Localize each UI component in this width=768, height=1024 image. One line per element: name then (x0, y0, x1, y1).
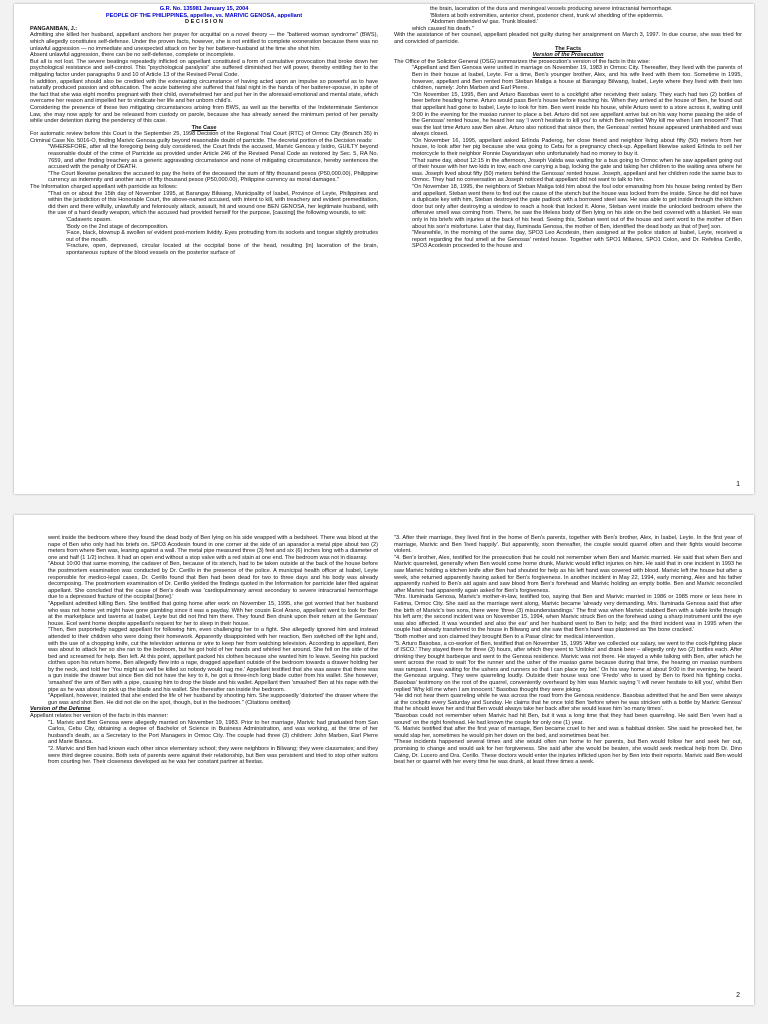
paragraph: With the assistance of her counsel, appellant pleaded not guilty during her arraignment on March 3, 1997. In due course, she was tried for and convicted of parricide. (394, 32, 742, 45)
quote-paragraph: "2. Marivic and Ben had known each other since elementary school; they were neighbors in Bilwang; they were classmates; and they were third degree cousins. Both sets of parents were against their relationship, but Ben was persistent and tried to stop other suitors from courting her. Their closeness developed as he was her constant partner at fiestas. (48, 746, 378, 766)
quote-paragraph: "Basobas could not remember when Marivic had hit Ben, but it was a long time that they had been quarreling. He said Ben 'even had a wound' on the right forehead. He had known the couple for only one (1) year. (394, 713, 742, 726)
quote-paragraph: "4. Ben's brother, Alex, testified for the prosecution that he could not remember when Ben and Marivic married. He said that when Ben and Marivic quarreled, generally when Ben would come home drunk, Marivic would inflict injuries on him. He said that in one incident in 1993 he saw Marivic holding a kitchen knife after Ben had shouted for help as his left hand was covered with blood. Marivic left the house but after a week, she returned apparently having asked for Ben's forgiveness. In another incident in May 22, 1994, early morning, Alex and his father apparently rushed to Ben's aid again and saw blood from Ben's forehead and Marivic holding an empty bottle. Ben and Marivic reconciled after Marivic had apparently again asked for Ben's forgiveness. (394, 554, 742, 594)
facts-heading: The Facts (554, 45, 582, 52)
quote-paragraph: "Mrs. Iluminada Genosa, Marivic's mother-in-law, testified too, saying that Ben and Marivic married in 1986 or 1985 more or less here in Fatima, Ormoc City. She said as the marriage went along, Marivic became 'already very demanding. Mrs. Iluminada Genosa said that after the birth of Marivic's two sons, there were 'three (3) misunderstandings.' The first was when Marivic stabbed Ben with a table knife through his left arm; the second incident was on November 15, 1994, when Marivic struck Ben on the forehead using a sharp instrument until the eye was also affected. It was wounded and also the ear' and her husband went to Ben to help; and the third incident was in 1995 when the couple had already transferred to the house in Bilwang and she saw that Ben's hand was plastered as 'the bone cracked.' (394, 594, 742, 634)
paragraph: Considering the presence of these two mitigating circumstances arising from BWS, as well as the benefits of the Indeterminate Sentence Law, she may now apply for and be released from custody on parole, because she has already served the minimum period of her penalty while under detention during the pendency of this case. (30, 104, 378, 125)
quote-paragraph: "That same day, about 12:15 in the afternoon, Joseph Valida was waiting for a bus going to Ormoc when he saw appellant going out of their house with her two kids in tow, each one carrying a bag, locking the gate and taking her children to the waiting area where he was. Joseph lived about fifty (50) meters behind the Genosas' rented house. Joseph, appellant and her children rode the same bus to Ormoc. They had no conversation as Joseph noticed that appellant did not want to talk to him. (412, 157, 742, 184)
quote-paragraph: "Then, Ben purportedly nagged appellant for following him, even challenging her to a fight. She allegedly ignored him and instead attended to their children who were doing their homework. Apparently disappointed with her reaction, Ben switched off the light and, with the use of a chopping knife, cut the television antenna or wire to keep her from watching television. According to appellant, Ben was about to attack her so she ran to the bedroom, but he got hold of her hands and whirled her around. She fell on the side of the bed and screamed for help. Ben left. At this point, appellant packed his clothes because she wanted him to leave. Seeing his packed clothes upon his return home, Ben allegedly flew into a rage, dragged appellant outside of the bedroom towards a drawer holding her by the neck, and told her 'You might as well be killed so nobody would nag me.' Appellant testified that she was aware that there was a gun inside the drawer but since Ben did not have the key to it, he got a three-inch long blade cutter from his wallet. She however, 'smashed' the arm of Ben with a pipe, causing him to drop the blade and his wallet. Appellant then 'smashed' Ben at his nape with the pipe as he was about to pick up the blade and his wallet. She thereafter ran inside the bedroom. (48, 627, 378, 693)
paragraph: Absent unlawful aggression, there can be no self-defense, complete or incomplete. (30, 52, 235, 59)
paragraph: Admitting she killed her husband, appellant anchors her prayer for acquittal on a novel theory — the "battered woman syndrome" (BWS), which allegedly constitutes self-defense. Under the proven facts, however, she is not entitled to complete exoneration because there was no unlawful aggression — no immediate and unexpected attack on her by her batterer-husband at the time she shot him. (30, 32, 378, 52)
paragraph: Appellant relates her version of the facts in this manner: (30, 713, 169, 720)
quote-paragraph: "On November 15, 1995, Ben and Arturo Basobas went to a cockfight after receiving their salary. They each had two (2) bottles of beer before heading home. Arturo would pass Ben's house before reaching his. When they arrived at the house of Ben, he found out that appellant had gone to Isabel, Leyte to look for him. Ben went inside his house, while Arturo went to a store across it, waiting until 9:00 in the evening for the masiao runner to place a bet. Arturo did not see appellant arrive but on his way home passing the side of the Genosas' rented house, he heard her say 'I won't hesitate to kill you' to which Ben replied 'Why kill me when I am innocent?' That was the last time Arturo saw Ben alive. Arturo also noticed that since then, the Genosas' rented house appeared uninhabited and was always closed. (412, 91, 742, 138)
case-heading: The Case (191, 124, 217, 131)
wound-item: 'Cadaveric spasm. (66, 217, 112, 223)
quote-paragraph: "Both mother and son claimed they brought Ben to a Pasar clinic for medical intervention. (394, 633, 615, 640)
quote-paragraph: "That on or about the 15th day of November 1995, at Barangay Bilwang, Municipality of Isabel, Province of Leyte, Philippines and within the jurisdiction of this Honorable Court, the above-named accused, with intent to kill, with treachery and evident premeditation, did then and there wilfully, unlawfully and feloniously attack, assault, hit and wound one BEN GENOSA, her legitimate husband, with the use of a hard deadly weapon, which the accused had provided herself for the purpose, [causing] the following wounds, to wit: (48, 190, 378, 217)
quote-paragraph: "Meanwhile, in the morning of the same day, SPO3 Leo Acodesin, then assigned at the police station at Isabel, Leyte, received a report regarding the foul smell at the Genosas' rented house. Together with SPO1 Millares, SPO1 Colon, and Dr. Refelina Cerillo, SPO3 Acodesin proceeded to the house and (412, 230, 742, 250)
defense-heading: Version of the Defense (30, 706, 91, 713)
quote-paragraph: "Appellant and Ben Genosa were united in marriage on November 19, 1983 in Ormoc City. Thereafter, they lived with the parents of Ben in their house at Isabel, Leyte. For a time, Ben's younger brother, Alex, and his wife lived with them too. Sometime in 1995, however, appellant and Ben rented from Steban Matiga a house at Barangay Bilwang, Isabel, Leyte where they lived with their two children, namely: John Marben and Earl Pierre. (412, 65, 742, 92)
quote-paragraph: "Appellant, however, insisted that she ended the life of her husband by shooting him. She supposedly 'distorted' the drawer where the gun was and shot Ben. He did not die on the spot, though, but in the bedroom." (Citations omitted) (48, 693, 378, 706)
quote-paragraph: "The Court likewise penalizes the accused to pay the heirs of the deceased the sum of fifty thousand pesos (P50,000.00), Philippine currency as indemnity and another sum of fifty thousand pesos (P50,000.00), Philippine currency as moral damages." (48, 170, 378, 184)
page1-left-column (30, 6, 378, 476)
quote-paragraph: "WHEREFORE, after all the foregoing being duly considered, the Court finds the accused, Marivic Genosa y Isidro, GUILTY beyond reasonable doubt of the crime of Parricide as provided under Article 246 of the Revised Penal Code as restored by Sec. 5, RA No. 7659, and after finding treachery as a generic aggravating circumstance and none of mitigating circumstance, hereby sentences the accused with the penalty of DEATH. (48, 144, 378, 171)
quote-paragraph: went inside the bedroom where they found the dead body of Ben lying on his side wrapped with a bedsheet. There was blood at the nape of Ben who only had his briefs on. SPO3 Acodesin found in one corner at the side of an aparador a metal pipe about two (2) meters from where Ben was, leaning against a wall. The metal pipe measured three (3) feet and six (6) inches long with a diameter of one and half (1 1/2) inches. It had an open end without a stop valve with a red stain at one end. The bedroom was not in disarray. (48, 535, 378, 561)
quote-paragraph: "On November 18, 1995, the neighbors of Steban Matiga told him about the foul odor emanating from his house being rented by Ben and appellant. Steban went there to find out the cause of the stench but the house was locked from the inside. Since he did not have a duplicate key with him, Steban destroyed the gate padlock with a borrowed steel saw. He was able to get inside through the kitchen door but only after destroying a window to reach a hook that locked it. Alone, Steban went inside the unlocked bedroom where the offensive smell was coming from. There, he saw the lifeless body of Ben lying on his side on the bed covered with a blanket. He was only in his briefs with injuries at the back of his head. Seeing this, Steban went out of the house and sent word to the mother of Ben about his son's misfortune. Later that day, Iluminada Genosa, the mother of Ben, identified the dead body as that of [her] son. (412, 184, 742, 230)
decision-heading: D E C I S I O N (185, 19, 223, 26)
ponente: PANGANIBAN, J.: (30, 25, 78, 32)
paragraph: In addition, appellant should also be credited with the extenuating circumstance of having acted upon an impulse so powerful as to have naturally produced passion and obfuscation. The acute battering she suffered that fatal night in the hands of her batterer-spouse, in spite of the fact that she was eight months pregnant with their child, overwhelmed her and put her in the aforesaid emotional and mental state, which overcame her reason and impelled her to vindicate her life and her unborn child's. (30, 78, 378, 105)
quote-paragraph: "About 10:00 that same morning, the cadaver of Ben, because of its stench, had to be taken outside at the back of the house before the postmortem examination was conducted by Dr. Cerillo in the presence of the police. A municipal health officer at Isabel, Leyte responsible for medico-legal cases, Dr. Cerillo found that Ben had been dead for two to three days and his body was already decomposing. The postmortem examination of Dr. Cerillo yielded the findings quoted in the Information for parricide later filed against appellant. She concluded that the cause of Ben's death was 'cardiopulmonary arrest secondary to severe intracranial hemorrhage due to a depressed fracture of the occipital [bone].' (48, 561, 378, 601)
paragraph: The Information charged appellant with parricide as follows: (30, 184, 178, 191)
quote-paragraph: "6. Marivic testified that after the first year of marriage, Ben became cruel to her and was a habitual drinker. She said he provoked her, he would slap her, sometimes he would pin her down on the bed, and sometimes beat her. (394, 726, 742, 739)
wound-item: 'Fracture, open, depressed, circular located at the occipital bone of the head, resulting [in] laceration of the brain, spontaneous rupture of the blood vessels on the posterior surface of (66, 243, 378, 256)
page2-right-column (394, 535, 742, 1005)
document-page-1 (14, 4, 754, 494)
case-number-header: G.R. No. 135981 January 15, 2004 (159, 6, 249, 12)
page1-right-column (394, 6, 742, 476)
document-page-2 (14, 515, 754, 1005)
page-number: 1 (736, 481, 740, 488)
page-number: 2 (736, 992, 740, 999)
wound-item: the brain, laceration of the dura and meningeal vessels producing severe intracranial hemorrhage. (430, 6, 673, 12)
quote-paragraph: "These incidents happened several times and she would often run home to her parents, but Ben would follow her and seek her out, promising to change and would ask for her forgiveness. She said after she would be beaten, she would seek medical help from Dr. Dino Caing, Dr. Lucero and Dra. Cerillo. These doctors would enter the injuries inflicted upon her by Ben into their reports. Marivic said Ben would beat her or quarrel with her every time he was drunk, at least three times a week. (394, 739, 742, 766)
page2-left-column (30, 535, 378, 1005)
wound-item: 'Blisters at both extremities, anterior chest, posterior chest, trunk w/ shedding of the epidermis. (430, 12, 664, 19)
quote-paragraph: "He did not hear them quarreling while he was across the road from the Genosa residence. Basobas admitted that he and Ben were always at the cockpits every Saturday and Sunday. He claims that he once told Ben 'before when he was stricken with a bottle by Marivic Genosa' that he should leave her and that Ben would always take her back after she would leave him 'so many times'. (394, 693, 742, 713)
wound-item: 'Abdomen distended w/ gas. Trunk bloated.' (430, 19, 539, 26)
quote-paragraph: "Appellant admitted killing Ben. She testified that going home after work on November 15, 1995, she got worried that her husband who was not home yet might have gone gambling since it was a payday. With her cousin Ecel Arano, appellant went to look for Ben at the marketplace and taverns at Isabel, Leyte but did not find him there. They found Ben drunk upon their return at the Genosas' house. Ecel went home despite appellant's request for her to sleep in their house. (48, 600, 378, 627)
paragraph: The Office of the Solicitor General (OSG) summarizes the prosecution's version of the facts in this wise: (394, 58, 651, 65)
intro-paragraphs (30, 32, 378, 124)
case-title-header: PEOPLE OF THE PHILIPPINES, appellee, vs. MARIVIC GENOSA, appellant (105, 12, 303, 19)
quote-paragraph: "5. Arturo Basobas, a co-worker of Ben, testified that on November 15, 1995 'After we collected our salary, we went to the cock-fighting place of ISCO.' They stayed there for three (3) hours, after which they went to 'Uniloks' and drank beer – allegedly only two (2) bottles each. After drinking they bought barbeque and went to the Genosa residence. Marivic was not there. He stayed a while talking with Ben, after which he went across the road to wait 'for the runner and the usher of the masiao game because during that time, the hearing on masiao numbers was rampant. I was waiting for the ushers and runners so that I can place my bet.' On his way home at about 9:00 in the evening, he heard the Genosas arguing. They were quarreling loudly. Outside their house was one 'Fredo' who is used by Ben to fixed his fighting cocks. Basobas' testimony on the root of the quarrel, conveniently overheard by him was Marivic saying 'I will never hesitate to kill you', whilst Ben replied 'Why kill me when I am innocent.' Basobas thought they were joking. (394, 640, 742, 693)
quote-paragraph: "3. After their marriage, they lived first in the home of Ben's parents, together with Ben's brother, Alex, in Isabel, Leyte. In the first year of marriage, Marivic and Ben 'lived happily'. But apparently, soon thereafter, the couple would quarrel often and their fights would become violent. (394, 535, 742, 555)
quote-paragraph: "On November 16, 1995, appellant asked Erlinda Paderog, her close friend and neighbor living about fifty (50) meters from her house, to look after her pig because she was going to Cebu for a pregnancy check-up. Appellant likewise asked Erlinda to sell her motorcycle to their neighbor Ronnie Dayandayan who unfortunately had no money to buy it. (412, 137, 742, 158)
paragraph: which caused his death." (412, 25, 474, 32)
prosecution-heading: Version of the Prosecution (532, 52, 604, 59)
paragraph: For automatic review before this Court is the September 25, 1998 Decision of the Regional Trial Court (RTC) of Ormoc City (Branch 35) in Criminal Case No. 5016-O, finding Marivic Genosa guilty beyond reasonable doubt of parricide. The decretal portion of the Decision reads: (30, 131, 378, 144)
quote-paragraph: "1. Marivic and Ben Genosa were allegedly married on November 19, 1983. Prior to her marriage, Marivic had graduated from San Carlos, Cebu City, obtaining a degree of Bachelor of Science in Business Administration, and was working, at the time of her husband's death, as a Secretary to the Port Managers in Ormoc City. The couple had three (3) children: John Marben, Earl Pierre and Marie Bianca. (48, 719, 378, 746)
wound-item: 'Body on the 2nd stage of decomposition. (66, 223, 169, 230)
paragraph: But all is not lost. The severe beatings repeatedly inflicted on appellant constituted a form of cumulative provocation that broke down her psychological resistance and self-control. This "psychological paralysis" she suffered diminished her will power, thereby entitling her to the mitigating factor under paragraphs 9 and 10 of Article 13 of the Revised Penal Code. (30, 58, 378, 78)
wound-item: 'Face, black, blownup & swollen w/ evident post-mortem lividity. Eyes protruding from its sockets and tongue slightly protrudes out of the mouth. (66, 230, 378, 243)
